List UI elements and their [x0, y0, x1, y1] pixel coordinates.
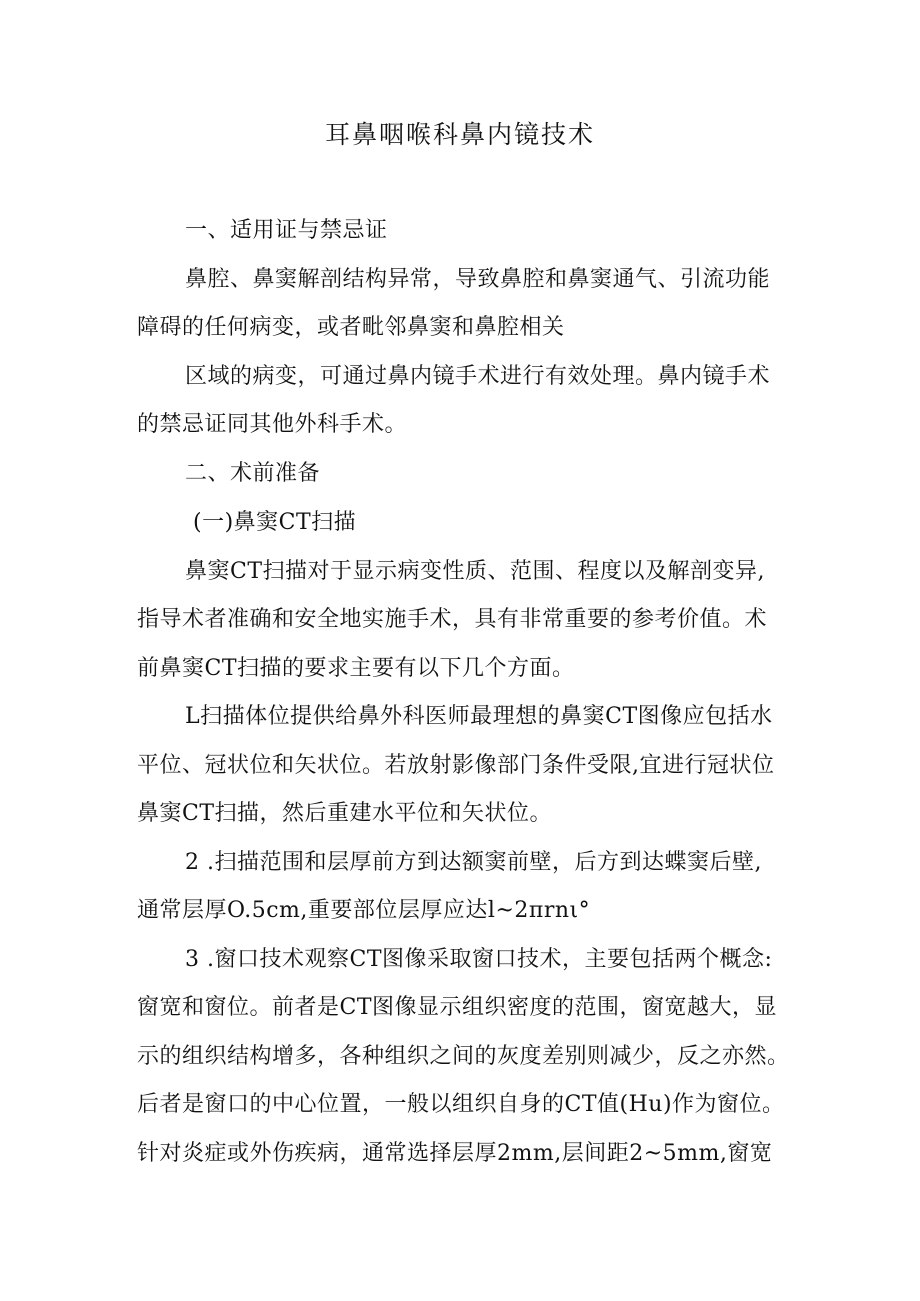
subsection-heading-ct: (一)鼻窦CT扫描: [193, 510, 357, 535]
paragraph-line: 平位、冠状位和矢状位。若放射影像部门条件受限,宜进行冠状位: [137, 753, 775, 778]
paragraph-line: 指导术者准确和安全地实施手术，具有非常重要的参考价值。术: [137, 607, 768, 632]
section-heading-indications: 一、适用证与禁忌证: [185, 218, 388, 243]
paragraph-line: 区域的病变，可通过鼻内镜手术进行有效处理。鼻内镜手术: [185, 364, 771, 389]
paragraph-line: 障碍的任何病变，或者毗邻鼻窦和鼻腔相关: [137, 315, 565, 340]
paragraph-line: 3 .窗口技术观察CT图像采取窗口技术，主要包括两个概念:: [185, 947, 773, 972]
paragraph-line: 2 .扫描范围和层厚前方到达额窦前壁，后方到达蝶窦后壁,: [185, 850, 762, 875]
paragraph-line: 的禁忌证同其他外科手术。: [137, 412, 408, 437]
paragraph-line: 针对炎症或外伤疾病，通常选择层厚2mm,层间距2~5mm,窗宽: [137, 1141, 773, 1166]
paragraph-line: 前鼻窦CT扫描的要求主要有以下几个方面。: [137, 656, 575, 681]
page-title: 耳鼻咽喉科鼻内镜技术: [324, 120, 595, 149]
paragraph-line: L扫描体位提供给鼻外科医师最理想的鼻窦CT图像应包括水: [185, 704, 773, 729]
paragraph-line: 窗宽和窗位。前者是CT图像显示组织密度的范围，窗宽越大，显: [137, 995, 778, 1020]
paragraph-line: 通常层厚O.5cm,重要部位层厚应达l~2πrnι°: [137, 898, 591, 923]
paragraph-line: 鼻窦CT扫描对于显示病变性质、范围、程度以及解剖变异,: [185, 559, 766, 584]
section-heading-preparation: 二、术前准备: [185, 461, 321, 486]
paragraph-line: 后者是窗口的中心位置，一般以组织自身的CT值(Hu)作为窗位。: [137, 1092, 785, 1117]
paragraph-line: 示的组织结构增多，各种组织之间的灰度差别则减少，反之亦然。: [137, 1044, 790, 1069]
paragraph-line: 鼻腔、鼻窦解剖结构异常，导致鼻腔和鼻窦通气、引流功能: [185, 267, 771, 292]
paragraph-line: 鼻窦CT扫描，然后重建水平位和矢状位。: [137, 801, 553, 826]
